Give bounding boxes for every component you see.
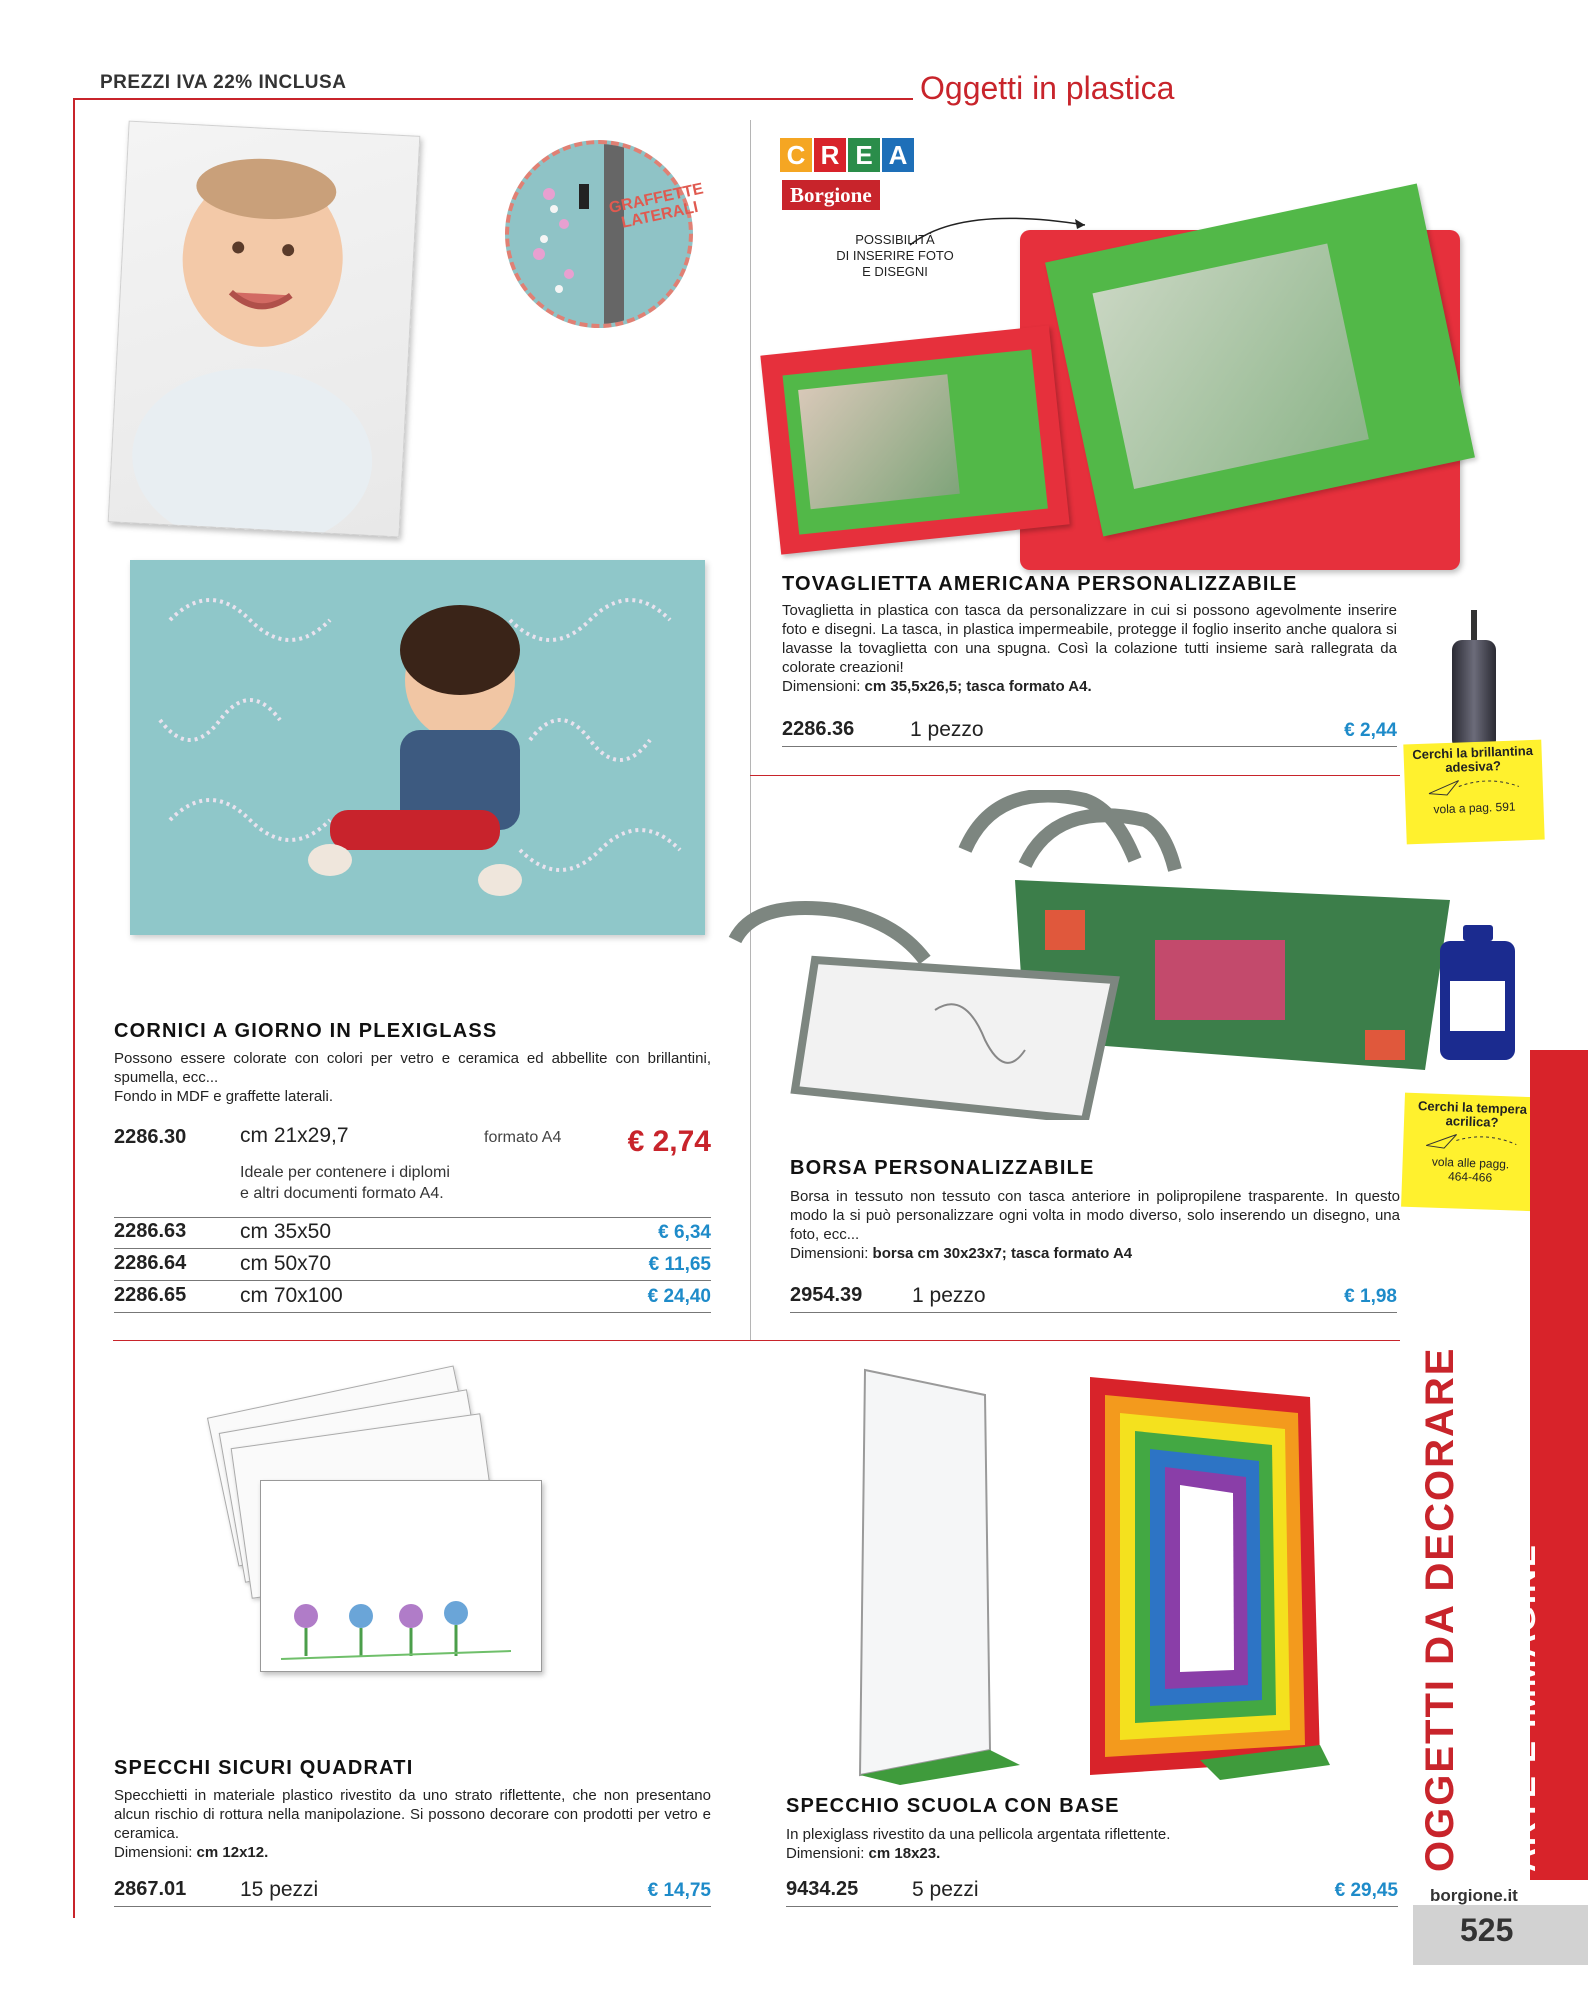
cornici-desc-text: Possono essere colorate con colori per vetro e ceramica ed abbellite con brillantini, spumella, ecc... (114, 1050, 711, 1086)
toddler-frame-image (108, 121, 421, 538)
table-row (114, 1282, 711, 1313)
tovaglietta-title: TOVAGLIETTA AMERICANA PERSONALIZZABILE (782, 573, 1298, 595)
product-format: formato A4 (484, 1129, 562, 1146)
table-row (786, 1876, 1398, 1907)
specchio-base-dim-label: Dimensioni: (786, 1845, 865, 1862)
product-qty: cm 21x29,7 (240, 1124, 349, 1147)
table-row (114, 1250, 711, 1281)
section-title: Oggetti in plastica (920, 70, 1175, 106)
left-frame-rule (73, 98, 75, 1918)
brand-name: Borgione (790, 183, 872, 207)
specchio-base-title: SPECCHIO SCUOLA CON BASE (786, 1795, 1120, 1817)
crea-logo (780, 138, 916, 172)
product-price: € 29,45 (1334, 1880, 1398, 1901)
placemat-image (770, 200, 1490, 560)
product-qty: 5 pezzi (912, 1878, 979, 1901)
specchi-desc-text: Specchietti in materiale plastico rivestito da uno strato riflettente, che non presentano alcun rischio di rottura nella manipolazione. Si possono decorare con prodotti per vetro e ceramica. (114, 1787, 711, 1842)
clip-detail-circle (505, 140, 693, 328)
cornici-desc-text-2: Fondo in MDF e graffette laterali. (114, 1088, 333, 1105)
specchi-dim-value: cm 12x12. (196, 1844, 269, 1861)
website-label: borgione.it (1430, 1886, 1518, 1905)
product-price: € 24,40 (647, 1286, 711, 1307)
cornici-title: CORNICI A GIORNO IN PLEXIGLASS (114, 1020, 498, 1042)
glitter-bottle-image (1452, 610, 1496, 750)
specchi-description (114, 1786, 711, 1862)
sticky-question: Cerchi la brillantina adesiva? (1412, 742, 1534, 775)
table-row (790, 1282, 1397, 1313)
product-price: € 2,74 (627, 1125, 711, 1158)
product-code: 2286.36 (782, 718, 855, 740)
tovaglietta-desc-text: Tovaglietta in plastica con tasca da personalizzare in cui si possono agevolmente inserire foto e disegni. La tasca, in plastica impermeabile, protegge il foglio inserito anche qualora si lavasse la tovaglietta con una spugna. Così la colazione tutti insieme sarà rallegrata da colorate creazioni! (782, 602, 1397, 676)
specchio-base-desc-text: In plexiglass rivestito da una pellicola argentata riflettente. (786, 1826, 1171, 1843)
table-row (782, 716, 1397, 747)
product-code: 2286.30 (114, 1126, 187, 1148)
square-mirrors-image (200, 1370, 580, 1700)
tovaglietta-description (782, 601, 1397, 696)
table-row (114, 1876, 711, 1907)
product-qty: 1 pezzo (910, 718, 984, 741)
category-label: OGGETTI DA DECORARE (1418, 1346, 1462, 1872)
insert-note: POSSIBILITÀ DI INSERIRE FOTO E DISEGNI (836, 232, 954, 279)
product-code: 2867.01 (114, 1878, 187, 1900)
product-qty: 1 pezzo (912, 1284, 986, 1307)
row-divider (113, 1340, 1400, 1341)
table-row (114, 1218, 711, 1249)
product-code: 9434.25 (786, 1878, 859, 1900)
product-qty: 15 pezzi (240, 1878, 319, 1901)
crea-letter-r: R (814, 138, 846, 172)
column-divider (750, 120, 751, 1340)
specchi-title: SPECCHI SICURI QUADRATI (114, 1757, 414, 1779)
sticky-question: Cerchi la tempera acrilica? (1417, 1098, 1528, 1130)
girl-decorated-frame-image (130, 560, 705, 935)
sticky-note-tempera (1401, 1093, 1541, 1212)
product-qty: cm 70x100 (240, 1284, 343, 1307)
product-code: 2286.64 (114, 1252, 187, 1274)
product-price: € 6,34 (658, 1222, 711, 1243)
mirror-with-base-image (800, 1365, 1330, 1785)
header-rule (73, 98, 913, 100)
product-price: € 2,44 (1344, 720, 1397, 741)
specchio-base-dim-value: cm 18x23. (868, 1845, 941, 1862)
crea-letter-a: A (882, 138, 914, 172)
tovaglietta-dim-value: cm 35,5x26,5; tasca formato A4. (864, 678, 1092, 695)
sticky-page-ref: vola a pag. 591 (1433, 799, 1516, 817)
product-price: € 14,75 (647, 1880, 711, 1901)
section-label: ARTE E IMMAGINE (1505, 1543, 1542, 1872)
borsa-title: BORSA PERSONALIZZABILE (790, 1157, 1095, 1179)
crea-letter-e: E (848, 138, 880, 172)
product-code: 2954.39 (790, 1284, 863, 1306)
vat-note: PREZZI IVA 22% INCLUSA (100, 72, 347, 93)
bags-image (725, 790, 1460, 1120)
tovaglietta-dim-label: Dimensioni: (782, 678, 861, 695)
product-qty: cm 35x50 (240, 1220, 332, 1243)
borsa-desc-text: Borsa in tessuto non tessuto con tasca anteriore in polipropilene trasparente. In questo modo la si può personalizzare ogni volta in modo diverso, solo inserendo un disegno, una foto, ecc... (790, 1188, 1400, 1243)
borsa-description (790, 1187, 1400, 1263)
borsa-dim-value: borsa cm 30x23x7; tasca formato A4 (872, 1245, 1133, 1262)
product-qty: cm 50x70 (240, 1252, 332, 1275)
sticky-page-ref: vola alle pagg. 464-466 (1431, 1154, 1510, 1185)
borsa-dim-label: Dimensioni: (790, 1245, 869, 1262)
paint-bottle-image (1440, 925, 1515, 1060)
product-code: 2286.63 (114, 1220, 187, 1242)
product-price: € 1,98 (1344, 1286, 1397, 1307)
cornici-main-row (114, 1122, 711, 1218)
product-note: Ideale per contenere i diplomi e altri documenti formato A4. (240, 1164, 450, 1202)
crea-letter-c: C (780, 138, 812, 172)
specchi-dim-label: Dimensioni: (114, 1844, 193, 1861)
paper-plane-icon (1416, 1127, 1527, 1155)
product-code: 2286.65 (114, 1284, 187, 1306)
row-divider-right (750, 775, 1400, 776)
clip-detail-label: GRAFFETTE LATERALI (607, 180, 705, 232)
page-number: 525 (1460, 1912, 1514, 1948)
product-price: € 11,65 (648, 1254, 711, 1275)
specchio-base-description (786, 1825, 1398, 1863)
cornici-description (114, 1049, 711, 1106)
